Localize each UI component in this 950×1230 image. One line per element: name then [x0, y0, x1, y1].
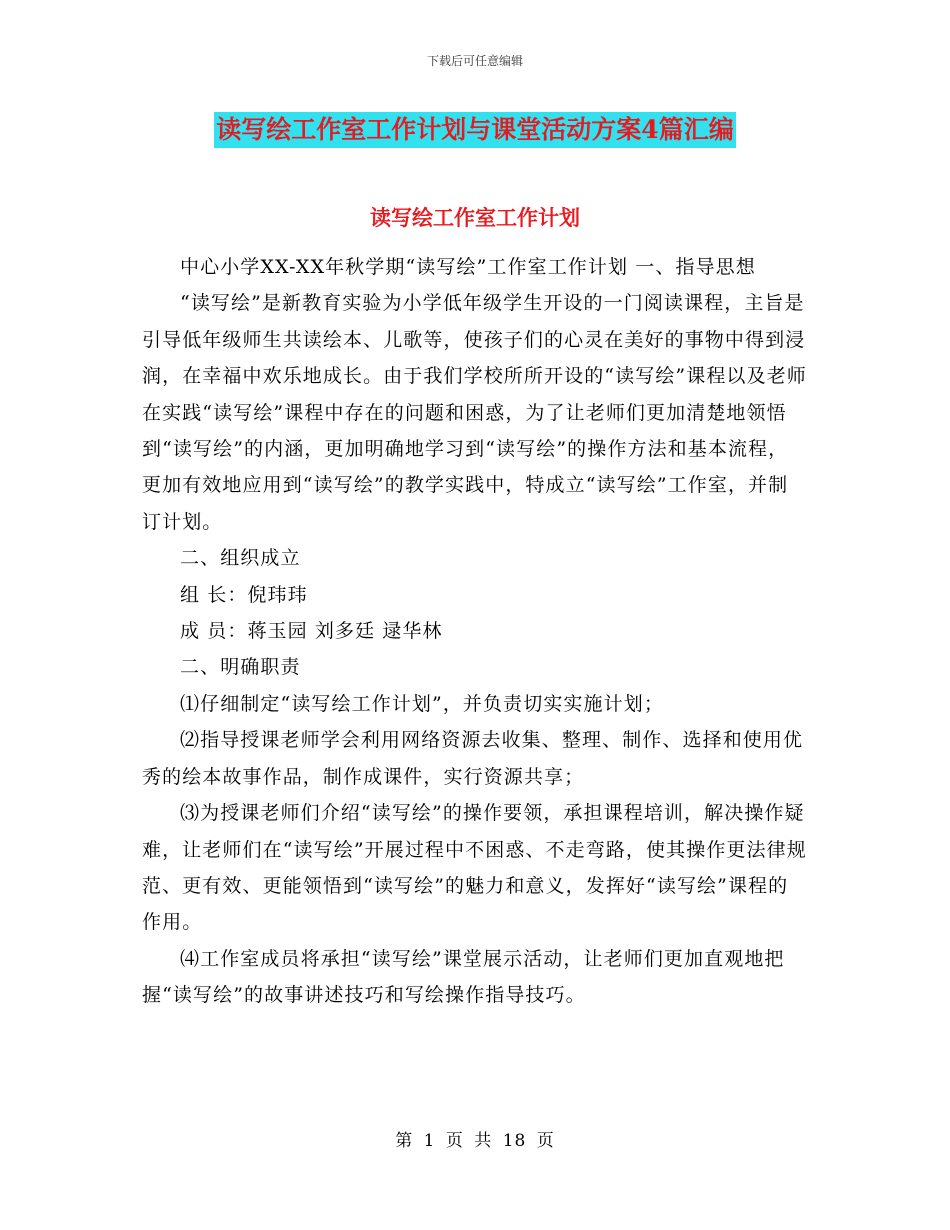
team-leader: 组 长：倪玮玮 [180, 583, 308, 606]
header-note: 下载后可任意编辑 [426, 54, 523, 68]
duty-item-2: ⑵指导授课老师学会利用网络资源去收集、整理、制作、选择和使用优秀的绘本故事作品，制作成课件，实行资源共享； [142, 729, 804, 788]
team-members: 成 员：蒋玉园 刘多廷 逯华林 [180, 620, 443, 643]
paragraph-intro: 中心小学XX-XX年秋学期“读写绘”工作室工作计划 一、指导思想 [180, 256, 756, 278]
document-body [142, 249, 807, 1014]
duty-item-4: ⑷工作室成员将承担“读写绘”课堂展示活动，让老师们更加直观地把握“读写绘”的故事讲述技巧和写绘操作指导技巧。 [142, 947, 785, 1007]
heading-organization: 二、组织成立 [180, 547, 301, 570]
duty-item-1: ⑴仔细制定“读写绘工作计划”，并负责切实实施计划； [180, 692, 664, 715]
paragraph-guiding-idea: “读写绘”是新教育实验为小学低年级学生开设的一门阅读课程，主旨是引导低年级师生共读绘本、儿歌等，使孩子们的心灵在美好的事物中得到浸润，在幸福中欢乐地成长。由于我们学校所所开设的“读写绘”课程以及老师在实践“读写绘”课程中存在的问题和困惑，为了让老师们更加清楚地领悟到“读写绘”的内涵，更加明确地学习到“读写绘”的操作方法和基本流程，更加有效地应用到“读写绘”的教学实践中，特成立“读写绘”工作室，并制订计划。 [142, 292, 807, 533]
main-title-wrap [0, 112, 950, 148]
document-title: 读写绘工作室工作计划与课堂活动方案4篇汇编 [214, 112, 735, 148]
section-title: 读写绘工作室工作计划 [370, 205, 580, 230]
duty-item-3: ⑶为授课老师们介绍“读写绘”的操作要领，承担课程培训，解决操作疑难，让老师们在“读写绘”开展过程中不困惑、不走弯路，使其操作更法律规范、更有效、更能领悟到“读写绘”的魅力和意义，发挥好“读写绘”课程的作用。 [142, 802, 807, 934]
heading-duties: 二、明确职责 [180, 656, 301, 679]
page-number-footer: 第 1 页 共 18 页 [395, 1131, 555, 1151]
